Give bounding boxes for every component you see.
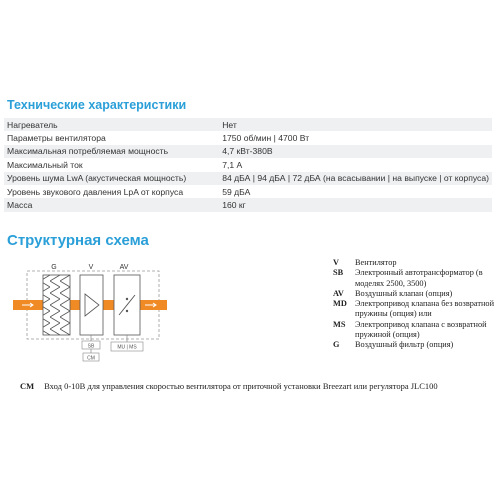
spec-value: 4,7 кВт-380В: [219, 145, 492, 158]
block-v-label: V: [88, 264, 94, 271]
spec-label: Параметры вентилятора: [4, 131, 219, 144]
spec-row: [4, 158, 492, 171]
legend-desc: Вентилятор: [355, 258, 397, 267]
spec-label: Уровень звукового давления LpA от корпуса: [4, 185, 219, 198]
footnote: [20, 381, 438, 391]
structure-diagram: [0, 245, 300, 375]
spec-row: [4, 145, 492, 158]
legend-abbr: V: [333, 258, 339, 267]
legend-abbr: AV: [333, 288, 344, 298]
filter-block: [43, 275, 70, 335]
legend: [333, 258, 498, 351]
spec-value: 160 кг: [219, 198, 492, 211]
block-av-label: AV: [119, 264, 129, 271]
spec-row: [4, 131, 492, 144]
legend-item: [333, 258, 498, 268]
spec-value: 7,1 А: [219, 158, 492, 171]
legend-item: [333, 320, 498, 341]
sb-label: SB: [87, 343, 95, 350]
legend-desc: Электропривод клапана с возвратной пружиной (опция): [355, 319, 487, 340]
damper-pivot-top: [126, 298, 128, 300]
spec-value: Нет: [219, 118, 492, 131]
spec-value: 1750 об/мин | 4700 Вт: [219, 131, 492, 144]
legend-desc: Электронный автотрансформатор (в моделях 2500, 3500): [355, 268, 483, 288]
damper-pivot-bottom: [126, 310, 128, 312]
legend-abbr: SB: [333, 268, 344, 278]
footnote-abbr: CM: [20, 381, 35, 391]
legend-abbr: MD: [333, 299, 347, 309]
legend-item: [333, 268, 498, 289]
spec-value: 59 дБА: [219, 185, 492, 198]
legend-abbr: MS: [333, 319, 346, 329]
spec-row: [4, 198, 492, 211]
legend-item: [333, 340, 498, 350]
spec-value: 84 дБА | 94 дБА | 72 дБА (на всасывании | на выпуске | от корпуса): [219, 172, 492, 185]
spec-label: Нагреватель: [4, 118, 219, 131]
spec-label: Уровень шума LwA (акустическая мощность): [4, 172, 219, 185]
specs-title: Технические характеристики: [7, 98, 187, 112]
spec-label: Максимальная потребляемая мощность: [4, 145, 219, 158]
legend-abbr: G: [333, 340, 340, 350]
spec-row: [4, 185, 492, 198]
spec-label: Масса: [4, 198, 219, 211]
mu-ms-label: MU | MS: [117, 344, 137, 351]
spec-row: [4, 118, 492, 131]
legend-desc: Воздушный клапан (опция): [355, 288, 453, 298]
legend-item: [333, 289, 498, 299]
footnote-text: Вход 0-10В для управления скоростью вентилятора от приточной установки Breezart или регулятора JLC100: [44, 381, 438, 391]
spec-label: Максимальный ток: [4, 158, 219, 171]
cm-label: CM: [87, 355, 95, 362]
legend-desc: Электропривод клапана без возвратной пружины (опция) или: [355, 299, 495, 319]
scheme-title: Структурная схема: [7, 232, 149, 249]
block-g-label: G: [51, 264, 57, 271]
spec-row: [4, 172, 492, 185]
specs-table: [4, 118, 492, 212]
legend-desc: Воздушный фильтр (опция): [355, 340, 454, 350]
legend-item: [333, 299, 498, 320]
